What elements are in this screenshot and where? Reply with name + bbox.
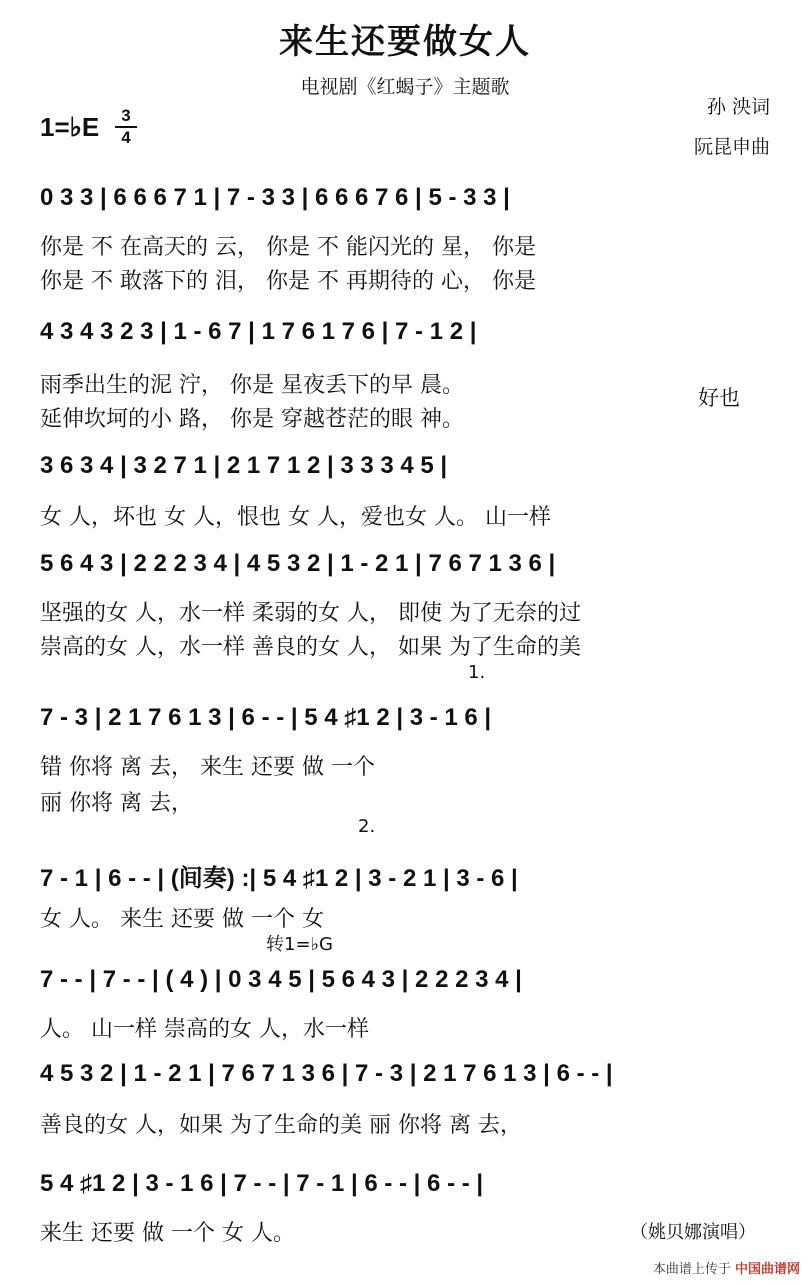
meter-top: 3	[121, 106, 131, 125]
lyric-line-2: 崇高的女 人，水一样 善良的女 人， 如果 为了生命的美	[40, 635, 581, 660]
lyric-line-2: 你是 不 敢落下的 泪， 你是 不 再期待的 心， 你是	[40, 269, 536, 294]
singer-credit: （姚贝娜演唱）	[630, 1222, 756, 1243]
lyric-line-2: 丽 你将 离 去，	[40, 791, 193, 816]
notation-line: 3 6 3 4 | 3 2 7 1 | 2 1 7 1 2 | 3 3 3 4 5 |	[40, 452, 448, 479]
time-signature	[115, 106, 137, 148]
footer-label: 本曲谱上传于	[652, 1262, 731, 1277]
lyric-line-1: 雨季出生的泥 泞， 你是 星夜丢下的早 晨。	[40, 373, 464, 398]
song-title: 来生还要做女人	[279, 22, 531, 62]
volta-1-label: 1.	[468, 662, 486, 683]
key-signature: 1=♭E	[40, 112, 100, 142]
notation-line: 7 - - | 7 - - | ( 4 ) | 0 3 4 5 | 5 6 4 3 | 2 2 2 3 4 |	[40, 966, 522, 993]
lyricist-credit: 孙 泱词	[706, 96, 770, 118]
lyric-line-1: 人。 山一样 崇高的女 人，水一样	[40, 1017, 369, 1042]
lyric-line-1: 女 人，坏也 女 人，恨也 女 人，爱也女 人。 山一样	[40, 505, 551, 530]
lyric-line-1: 来生 还要 做 一个 女 人。	[40, 1221, 295, 1246]
lyric-line-1: 错 你将 离 去， 来生 还要 做 一个	[40, 755, 375, 780]
lyric-line-1: 你是 不 在高天的 云， 你是 不 能闪光的 星， 你是	[40, 235, 536, 260]
lyric-line-1: 女 人。 来生 还要 做 一个 女	[40, 907, 324, 932]
notation-line: 4 3 4 3 2 3 | 1 - 6 7 | 1 7 6 1 7 6 | 7 - 1 2 |	[40, 318, 477, 345]
volta-2-label: 2.	[358, 816, 376, 837]
modulation-label: 转1=♭G	[266, 934, 333, 955]
lyric-line-1: 善良的女 人，如果 为了生命的美 丽 你将 离 去，	[40, 1113, 522, 1138]
notation-line: 5 6 4 3 | 2 2 2 3 4 | 4 5 3 2 | 1 - 2 1 | 7 6 7 1 3 6 |	[40, 550, 556, 577]
notation-line: 7 - 3 | 2 1 7 6 1 3 | 6 - - | 5 4 ♯1 2 | 3 - 1 6 |	[40, 704, 492, 731]
notation-line: 4 5 3 2 | 1 - 2 1 | 7 6 7 1 3 6 | 7 - 3 | 2 1 7 6 1 3 | 6 - - |	[40, 1060, 613, 1087]
lyric-line-1: 坚强的女 人，水一样 柔弱的女 人， 即使 为了无奈的过	[40, 601, 581, 626]
composer-credit: 阮昆申曲	[693, 136, 770, 158]
notation-line: 7 - 1 | 6 - - | (间奏) :| 5 4 ♯1 2 | 3 - 2 1 | 3 - 6 |	[40, 865, 518, 892]
side-lyric: 好也	[698, 386, 740, 410]
lyric-line-2: 延伸坎坷的小 路， 你是 穿越苍茫的眼 神。	[40, 407, 464, 432]
notation-line: 5 4 ♯1 2 | 3 - 1 6 | 7 - - | 7 - 1 | 6 - - | 6 - - |	[40, 1170, 484, 1197]
meter-bottom: 4	[115, 126, 137, 148]
song-subtitle: 电视剧《红蝎子》主题歌	[300, 76, 510, 98]
notation-line: 0 3 3 | 6 6 6 7 1 | 7 - 3 3 | 6 6 6 7 6 | 5 - 3 3 |	[40, 184, 510, 211]
footer-site[interactable]: 中国曲谱网	[734, 1262, 800, 1277]
footer	[653, 1258, 800, 1277]
